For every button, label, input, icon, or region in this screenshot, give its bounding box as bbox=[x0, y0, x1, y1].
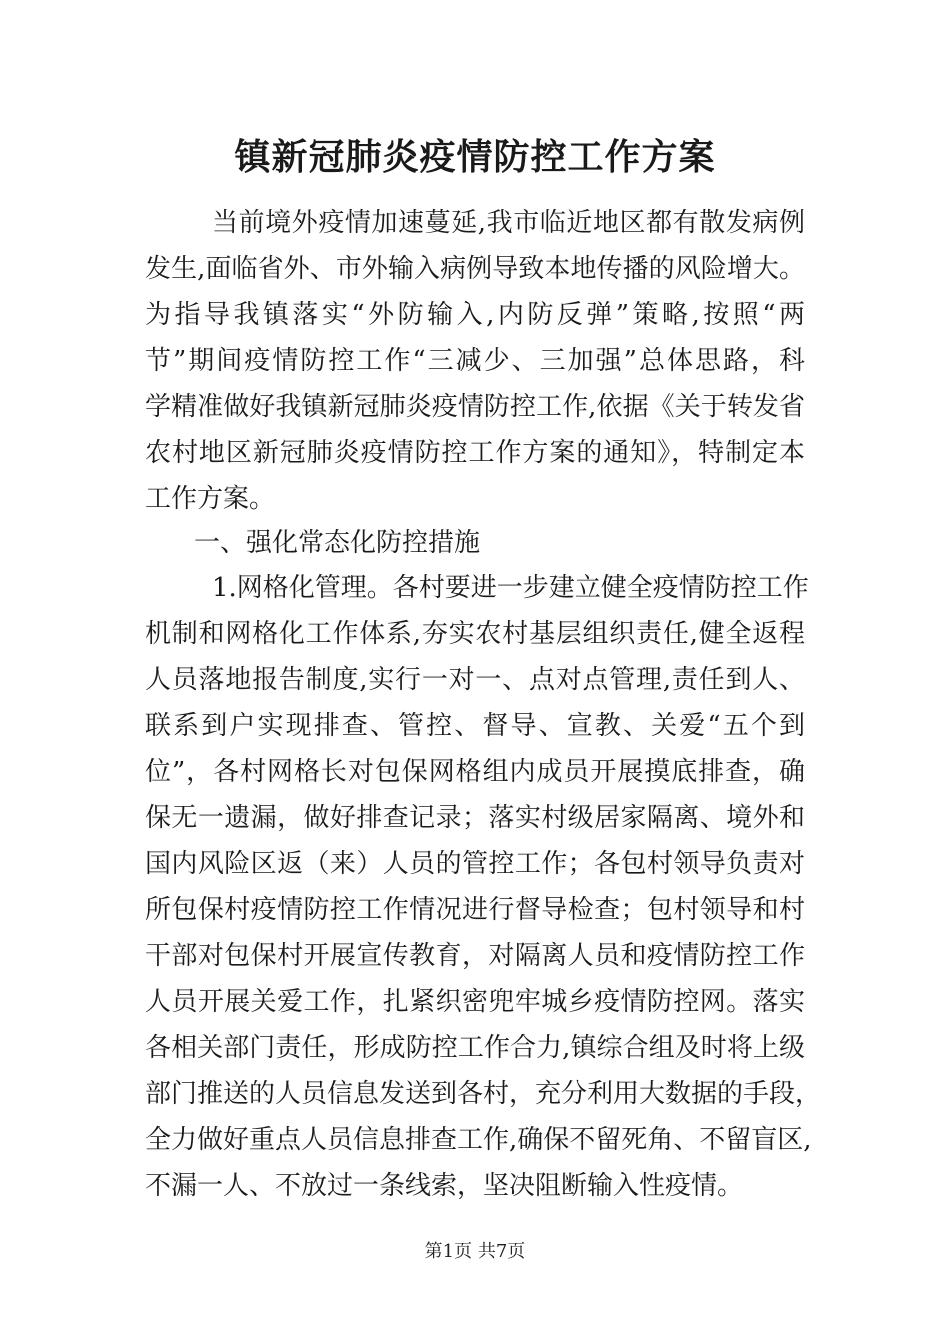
item-line: 人员开展关爱工作，扎紧织密兜牢城乡疫情防控网。落实 bbox=[145, 987, 805, 1017]
intro-line: 为指导我镇落实“外防输入,内防反弹”策略,按照“两 bbox=[145, 300, 805, 330]
intro-line: 学精准做好我镇新冠肺炎疫情防控工作,依据《关于转发省 bbox=[145, 392, 805, 422]
item-line: 部门推送的人员信息发送到各村，充分利用大数据的手段， bbox=[145, 1079, 822, 1109]
intro-line: 工作方案。 bbox=[145, 484, 276, 514]
item-line: 不漏一人、不放过一条线索，坚决阻断输入性疫情。 bbox=[145, 1171, 744, 1201]
item-line: 全力做好重点人员信息排查工作,确保不留死角、不留盲区, bbox=[145, 1125, 812, 1155]
item-line: 所包保村疫情防控工作情况进行督导检查；包村领导和村 bbox=[145, 895, 805, 925]
document-title: 镇新冠肺炎疫情防控工作方案 bbox=[234, 136, 716, 178]
intro-line: 当前境外疫情加速蔓延,我市临近地区都有散发病例 bbox=[212, 208, 805, 238]
item-line: 各相关部门责任，形成防控工作合力,镇综合组及时将上级 bbox=[145, 1033, 805, 1063]
item-line: 保无一遗漏，做好排查记录；落实村级居家隔离、境外和 bbox=[145, 803, 805, 833]
item-line: 1.网格化管理。各村要进一步建立健全疫情防控工作 bbox=[212, 573, 809, 603]
item-line: 人员落地报告制度,实行一对一、点对点管理,责任到人、 bbox=[145, 665, 805, 695]
item-line: 联系到户实现排查、管控、督导、宣教、关爱“五个到 bbox=[145, 711, 805, 741]
intro-line: 农村地区新冠肺炎疫情防控工作方案的通知》，特制定本 bbox=[145, 438, 805, 468]
item-line: 干部对包保村开展宣传教育，对隔离人员和疫情防控工作 bbox=[145, 941, 805, 971]
item-line: 机制和网格化工作体系,夯实农村基层组织责任,健全返程 bbox=[145, 619, 805, 649]
item-line: 位”，各村网格长对包保网格组内成员开展摸底排查，确 bbox=[145, 757, 805, 787]
item-line: 国内风险区返（来）人员的管控工作；各包村领导负责对 bbox=[145, 849, 805, 879]
section-heading: 一、强化常态化防控措施 bbox=[194, 528, 481, 558]
page-footer: 第1页 共7页 bbox=[424, 1241, 526, 1262]
intro-line: 发生,面临省外、市外输入病例导致本地传播的风险增大。 bbox=[145, 254, 805, 284]
intro-line: 节”期间疫情防控工作“三减少、三加强”总体思路，科 bbox=[145, 346, 805, 376]
